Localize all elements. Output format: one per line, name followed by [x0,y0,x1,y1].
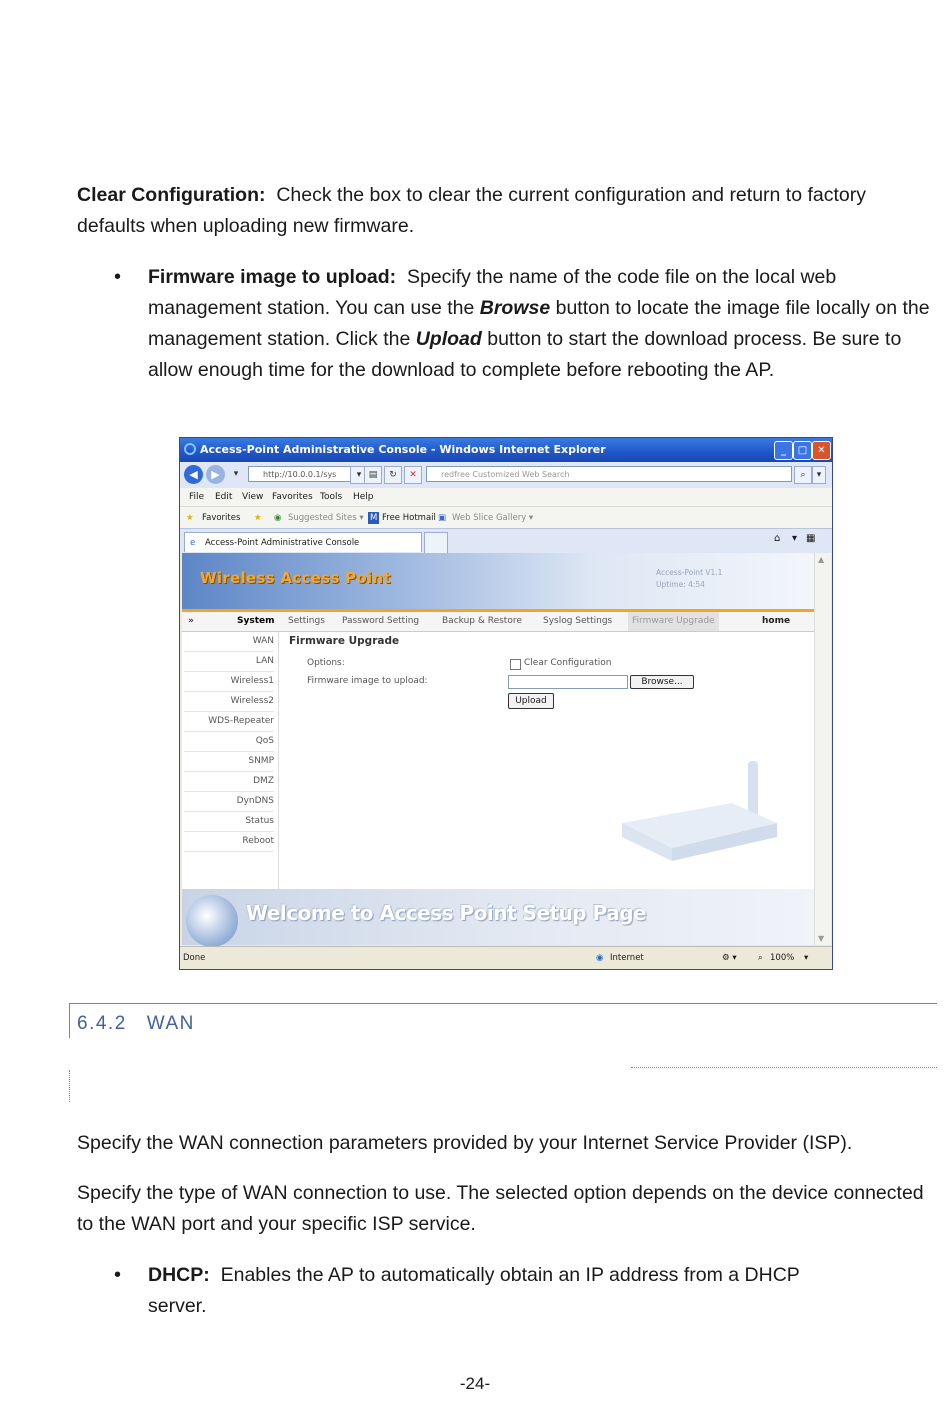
nav-password-setting[interactable]: Password Setting [342,616,420,626]
search-options-icon[interactable]: ▾ [812,466,826,484]
address-input[interactable]: http://10.0.0.1/sys [248,466,356,482]
firmware-bullet [148,262,938,386]
nav-system[interactable]: System [237,616,275,626]
sidebar-item-wireless2[interactable]: Wireless2 [184,692,274,712]
section-number: 6.4.2 [77,1013,127,1034]
browse-button[interactable]: Browse... [630,675,694,689]
tab-row [180,528,832,553]
address-bar [180,462,832,489]
status-zone: Internet [610,953,644,963]
vertical-scrollbar[interactable] [814,553,831,945]
favorites-star-icon: ★ [186,513,194,523]
heading-top-rule [69,1003,937,1004]
favorites-button[interactable]: Favorites [202,513,241,523]
menu-help[interactable]: Help [353,492,374,502]
hotmail-link[interactable]: Free Hotmail [382,513,436,523]
web-slice-icon: ▣ [438,513,447,523]
menu-file[interactable]: File [189,492,205,502]
feeds-icon[interactable]: ▦ [806,533,816,544]
bullet-dot: • [114,266,122,288]
refresh-icon[interactable]: ↻ [384,466,402,484]
upload-emphasis: Upload [415,328,482,350]
wan-paragraph-2: Specify the type of WAN connection to use. The selected option depends on the device connected to the WAN port and your specific ISP service. [77,1182,924,1235]
favorites-bar [180,506,832,529]
image-label: Firmware image to upload: [307,676,428,686]
heading-dotted-left-rule [69,1070,70,1102]
status-zoom[interactable]: 100% [770,953,795,963]
maximize-icon[interactable]: □ [793,441,812,460]
page-number: -24- [459,1374,491,1393]
firmware-text-2: button to locate the image file locally on the management station. Click the [148,297,930,350]
sidebar-item-wireless1[interactable]: Wireless1 [184,672,274,692]
footer-banner [182,889,814,945]
new-tab-button[interactable] [424,532,448,553]
zoom-icon[interactable]: ⌕ [758,953,763,963]
form-title: Firmware Upgrade [289,635,400,647]
globe-icon [186,895,238,947]
search-input[interactable]: redfree Customized Web Search [426,466,792,482]
browser-screenshot [179,437,833,970]
nav-backup-restore[interactable]: Backup & Restore [442,616,522,626]
sidebar-item-dmz[interactable]: DMZ [184,772,274,792]
dhcp-text: Enables the AP to automatically obtain an IP address from a DHCP server. [148,1264,800,1317]
add-favorite-icon[interactable]: ★ [254,513,262,523]
tab-active[interactable] [184,532,422,552]
heading-dotted-rule [631,1067,937,1068]
page-content [182,553,814,945]
suggested-sites-icon: ◉ [274,513,282,523]
nav-firmware-upgrade[interactable]: Firmware Upgrade [628,612,719,631]
status-done: Done [183,953,206,963]
tab-ie-icon: e [190,538,196,548]
menu-bar [180,488,832,506]
home-icon[interactable]: ⌂ [774,533,781,544]
sidebar-item-status[interactable]: Status [184,812,274,832]
welcome-text: Welcome to Access Point Setup Page [246,901,647,925]
wan-paragraph-1: Specify the WAN connection parameters provided by your Internet Service Provider (ISP). [77,1132,853,1154]
scroll-down-icon[interactable]: ▼ [818,934,825,943]
section-heading [77,1013,195,1035]
heading-left-rule [69,1003,70,1038]
version-info [656,567,722,591]
stop-icon[interactable]: ✕ [404,466,422,484]
sidebar-item-reboot[interactable]: Reboot [184,832,274,852]
sidebar-item-qos[interactable]: QoS [184,732,274,752]
suggested-sites-link[interactable]: Suggested Sites ▾ [288,513,364,523]
dhcp-label: DHCP: [148,1264,210,1286]
internet-zone-icon: ◉ [596,953,604,963]
clear-config-checkbox-label: Clear Configuration [524,658,612,668]
collapse-arrows[interactable]: » [188,616,194,626]
menu-tools[interactable]: Tools [320,492,343,502]
firmware-file-input[interactable] [508,675,628,689]
upload-button[interactable]: Upload [508,693,554,709]
protected-mode-icon[interactable]: ⚙ ▾ [722,953,737,963]
close-icon[interactable]: ✕ [812,441,831,460]
clear-config-paragraph [77,180,937,242]
sub-navigation [182,612,814,632]
zoom-dropdown-icon[interactable]: ▾ [804,953,809,963]
header-banner [182,553,814,609]
menu-view[interactable]: View [242,492,264,502]
sidebar-item-wan[interactable]: WAN [184,632,274,652]
search-icon[interactable]: ⌕ [794,466,812,484]
clear-config-text: Check the box to clear the current configuration and return to factory defaults when uploading new firmware. [77,184,866,237]
menu-edit[interactable]: Edit [215,492,233,502]
options-label: Options: [307,658,345,668]
sidebar-item-wds-repeater[interactable]: WDS-Repeater [184,712,274,732]
scroll-up-icon[interactable]: ▲ [818,555,825,564]
section-title: WAN [146,1013,195,1034]
clear-config-checkbox[interactable] [510,659,521,670]
window-title: Access-Point Administrative Console - Windows Internet Explorer [200,443,606,456]
ie-icon [184,443,196,455]
bullet-dot: • [114,1264,122,1286]
back-icon[interactable]: ◀ [184,465,203,484]
browse-emphasis: Browse [479,297,551,319]
version-text: Access-Point V1.1 [656,568,723,577]
sidebar-item-snmp[interactable]: SNMP [184,752,274,772]
sidebar [182,632,279,930]
home-dropdown-icon[interactable]: ▾ [792,533,798,544]
sidebar-item-dyndns[interactable]: DynDNS [184,792,274,812]
logo: Wireless Access Point [200,569,391,587]
clear-config-label: Clear Configuration: [77,184,266,206]
dhcp-bullet [148,1260,828,1322]
nav-home[interactable]: home [762,616,791,626]
history-dropdown-icon[interactable]: ▾ [233,469,239,479]
compat-icon[interactable]: ▤ [364,466,382,484]
status-bar [180,946,832,970]
firmware-text-3: button to start the download process. Be sure to allow enough time for the download to complete before rebooting the AP. [148,328,902,381]
sidebar-item-lan[interactable]: LAN [184,652,274,672]
router-watermark-icon [612,753,782,863]
firmware-label: Firmware image to upload: [148,266,397,288]
menu-favorites[interactable]: Favorites [272,492,313,502]
minimize-icon[interactable]: _ [774,441,793,460]
hotmail-icon: M [370,513,378,523]
firmware-text-1: Specify the name of the code file on the local web management station. You can use the [148,266,837,319]
window-titlebar [180,438,832,462]
web-slice-link[interactable]: Web Slice Gallery ▾ [452,513,534,523]
nav-syslog-settings[interactable]: Syslog Settings [543,616,613,626]
uptime-text: Uptime: 4:54 [656,580,705,589]
nav-settings[interactable]: Settings [288,616,325,626]
address-dropdown-icon[interactable]: ▾ [350,466,368,484]
tab-title: Access-Point Administrative Console [205,538,360,548]
forward-icon[interactable]: ▶ [206,465,225,484]
